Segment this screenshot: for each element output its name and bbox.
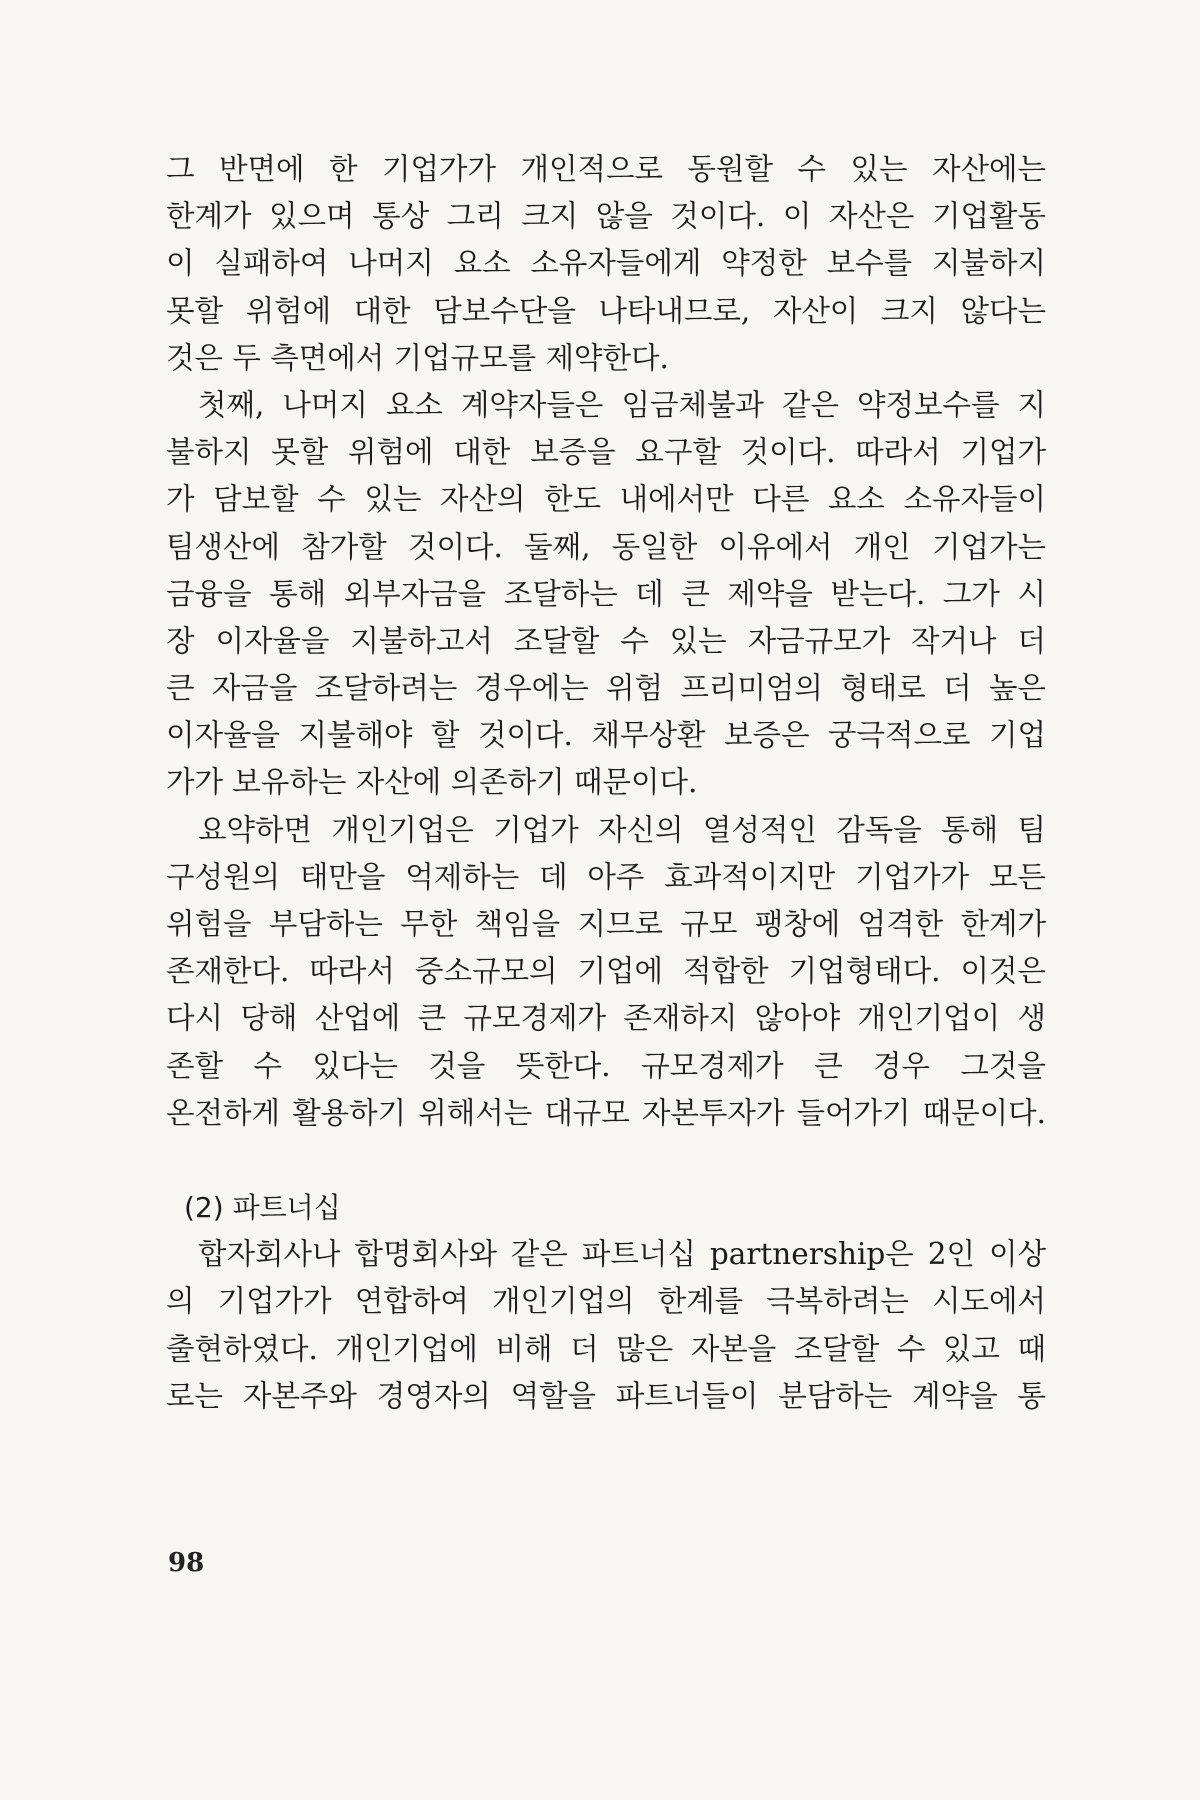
text-line: 장 이자율을 지불하고서 조달할 수 있는 자금규모가 작거나 더 — [166, 623, 1046, 658]
body-text — [166, 146, 1046, 1420]
text-line: 가가 보유하는 자산에 의존하기 때문이다. — [166, 765, 698, 800]
text-line: 존재한다. 따라서 중소규모의 기업에 적합한 기업형태다. 이것은 — [166, 954, 1046, 989]
page-number: 98 — [168, 1548, 205, 1578]
text-line: 합자회사나 합명회사와 같은 파트너십 partnership은 2인 이상 — [198, 1237, 1046, 1272]
text-line: 가 담보할 수 있는 자산의 한도 내에서만 다른 요소 소유자들이 — [166, 482, 1046, 517]
text-line: 금융을 통해 외부자금을 조달하는 데 큰 제약을 받는다. 그가 시 — [166, 576, 1046, 611]
paragraph-4 — [166, 1231, 1046, 1420]
text-line: 것은 두 측면에서 기업규모를 제약한다. — [166, 340, 669, 375]
text-line: 불하지 못할 위험에 대한 보증을 요구할 것이다. 따라서 기업가 — [166, 435, 1046, 470]
text-line: 로는 자본주와 경영자의 역할을 파트너들이 분담하는 계약을 통 — [166, 1378, 1046, 1413]
text-line: 출현하였다. 개인기업에 비해 더 많은 자본을 조달할 수 있고 때 — [166, 1331, 1046, 1366]
text-line: 못할 위험에 대한 담보수단을 나타내므로, 자산이 크지 않다는 — [166, 293, 1046, 328]
text-line: 한계가 있으며 통상 그리 크지 않을 것이다. 이 자산은 기업활동 — [166, 199, 1046, 234]
section-spacer — [166, 1137, 1046, 1184]
text-line: 의 기업가가 연합하여 개인기업의 한계를 극복하려는 시도에서 — [166, 1284, 1046, 1319]
text-line: 큰 자금을 조달하려는 경우에는 위험 프리미엄의 형태로 더 높은 — [166, 671, 1046, 706]
section-heading: (2) 파트너십 — [184, 1190, 341, 1224]
text-line: 팀생산에 참가할 것이다. 둘째, 동일한 이유에서 개인 기업가는 — [166, 529, 1046, 564]
text-line: 첫째, 나머지 요소 계약자들은 임금체불과 같은 약정보수를 지 — [198, 387, 1046, 422]
text-line: 이 실패하여 나머지 요소 소유자들에게 약정한 보수를 지불하지 — [166, 246, 1046, 281]
text-line: 그 반면에 한 기업가가 개인적으로 동원할 수 있는 자산에는 — [166, 152, 1046, 186]
paragraph-1 — [166, 146, 1046, 382]
text-line: 다시 당해 산업에 큰 규모경제가 존재하지 않아야 개인기업이 생 — [166, 1001, 1046, 1036]
text-line: 이자율을 지불해야 할 것이다. 채무상환 보증은 궁극적으로 기업 — [166, 718, 1046, 753]
paragraph-3 — [166, 807, 1046, 1137]
paragraph-2 — [166, 382, 1046, 807]
text-line: 구성원의 태만을 억제하는 데 아주 효과적이지만 기업가가 모든 — [166, 859, 1046, 894]
text-line: 온전하게 활용하기 위해서는 대규모 자본투자가 들어가기 때문이다. — [166, 1095, 1046, 1130]
text-line: 요약하면 개인기업은 기업가 자신의 열성적인 감독을 통해 팀 — [198, 812, 1046, 847]
text-line: 위험을 부담하는 무한 책임을 지므로 규모 팽창에 엄격한 한계가 — [166, 907, 1046, 941]
text-line: 존할 수 있다는 것을 뜻한다. 규모경제가 큰 경우 그것을 — [166, 1048, 1046, 1083]
